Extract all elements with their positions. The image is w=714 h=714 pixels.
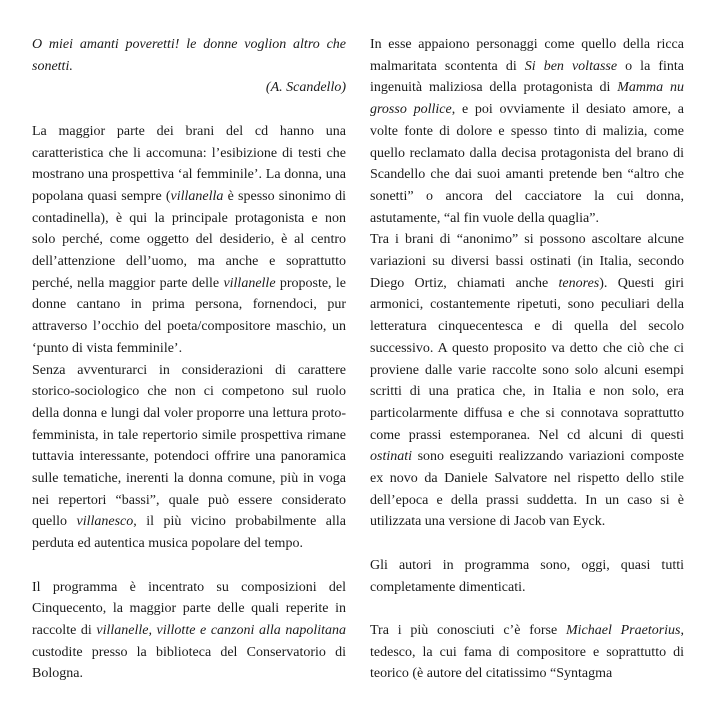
epigraph-attribution: (A. Scandello)	[265, 80, 346, 96]
paragraph	[370, 555, 684, 598]
paragraph	[32, 577, 346, 686]
paragraph	[370, 620, 684, 685]
text-run: è spesso sinonimo di contadinella), è qui la principale protagonista e non solo perché, come oggetto del desiderio, è al centro dell’attenzione dell’uomo, ma anche e soprattutto perché, nella maggior parte delle	[32, 188, 346, 291]
text-run: Tra i brani di “anonimo” si possono ascoltare alcune variazioni su diversi bassi ostinati (in Italia, secondo Diego Ortiz, chiamati anche	[370, 232, 684, 291]
paragraph	[370, 34, 684, 229]
italic-text: tenores	[558, 275, 600, 291]
italic-text: villanesco	[76, 514, 134, 530]
paragraph	[370, 229, 684, 533]
text-run: In esse appaiono personaggi come quello della ricca malmaritata scontenta di	[370, 37, 684, 74]
text-run: , tedesco, la cui fama di compositore e soprattutto di teorico (è autore del citatissimo “Syntagma	[370, 622, 684, 682]
text-run: , e poi ovviamente il desiato amore, a volte fonte di dolore e spesso tinto di malizia, come quello reclamato dalla decisa protagonista del brano di Scandello che dai suoi amanti pretende ben “altro che sonetti” o ancora del cacciatore la cui donna, astutamente, “al fin vuole della quaglia”.	[370, 102, 685, 226]
italic-text: villanelle	[223, 275, 276, 291]
text-run: Tra i più conosciuti c’è forse	[370, 622, 566, 638]
epigraph: O miei amanti poveretti! le donne voglion altro che sonetti.	[32, 37, 346, 74]
paragraph	[32, 360, 346, 555]
text-run: proposte, le donne cantano in prima persona, fornendoci, pur attraverso l’occhio del poeta/compositore maschio, un ‘punto di vista femminile’.	[32, 275, 346, 356]
text-run: Gli autori in programma sono, oggi, quasi tutti completamente dimenticati.	[370, 557, 684, 595]
italic-text: Si ben voltasse	[524, 58, 618, 74]
text-run: Senza avventurarci in considerazioni di carattere storico-sociologico che non ci competono sul ruolo della donna e lungi dal voler proporre una lettura proto-femminista, in tale repertorio simile prospettiva rimane tuttavia interessante, potendoci offrire una panoramica sulle tematiche, inerenti la donna comune, più in voga nei repertori “bassi”, quale può essere considerato quello	[32, 362, 346, 530]
text-run: ). Questi giri armonici, costantemente ripetuti, sono peculiari della letteratura cinquecentesca e di quella del secolo successivo. A questo proposito va detto che ciò che ci proviene dalle varie raccolte sono solo alcuni esempi scritti di una pratica che, in Italia e non solo, era particolarmente diffusa e che si connotava soprattutto come prassi estemporanea. Nel cd alcuni di questi	[370, 275, 684, 443]
italic-text: Mamma nu grosso pollice	[370, 80, 684, 118]
right-column	[370, 34, 684, 685]
italic-text: ostinati	[370, 449, 413, 465]
text-run: Il programma è incentrato su composizioni del Cinquecento, la maggior parte delle quali reperite in raccolte di	[32, 579, 346, 638]
italic-text: Michael Praetorius	[565, 622, 681, 638]
italic-text: villanella	[170, 188, 224, 204]
text-run: custodite presso la biblioteca del Conservatorio di Bologna.	[32, 644, 346, 682]
text-run: , il più vicino probabilmente alla perduta ed autentica musica popolare del tempo.	[32, 514, 346, 552]
italic-text: villanelle, villotte e canzoni alla napolitana	[96, 622, 347, 638]
text-run: La maggior parte dei brani del cd hanno una caratteristica che li accomuna: l’esibizione di testi che mostrano una prospettiva ‘al femminile’. La donna, una popolana quasi sempre (	[32, 123, 346, 204]
text-run: sono eseguiti realizzando variazioni composte ex novo da Daniele Salvatore nel rispetto dello stile dell’epoca e della prassi suddetta. In un caso si è utilizzata una versione di Jacob van Eyck.	[370, 449, 684, 530]
left-column	[32, 34, 346, 685]
paragraph	[32, 121, 346, 360]
text-run: o la finta ingenuità maliziosa della protagonista di	[370, 58, 684, 96]
